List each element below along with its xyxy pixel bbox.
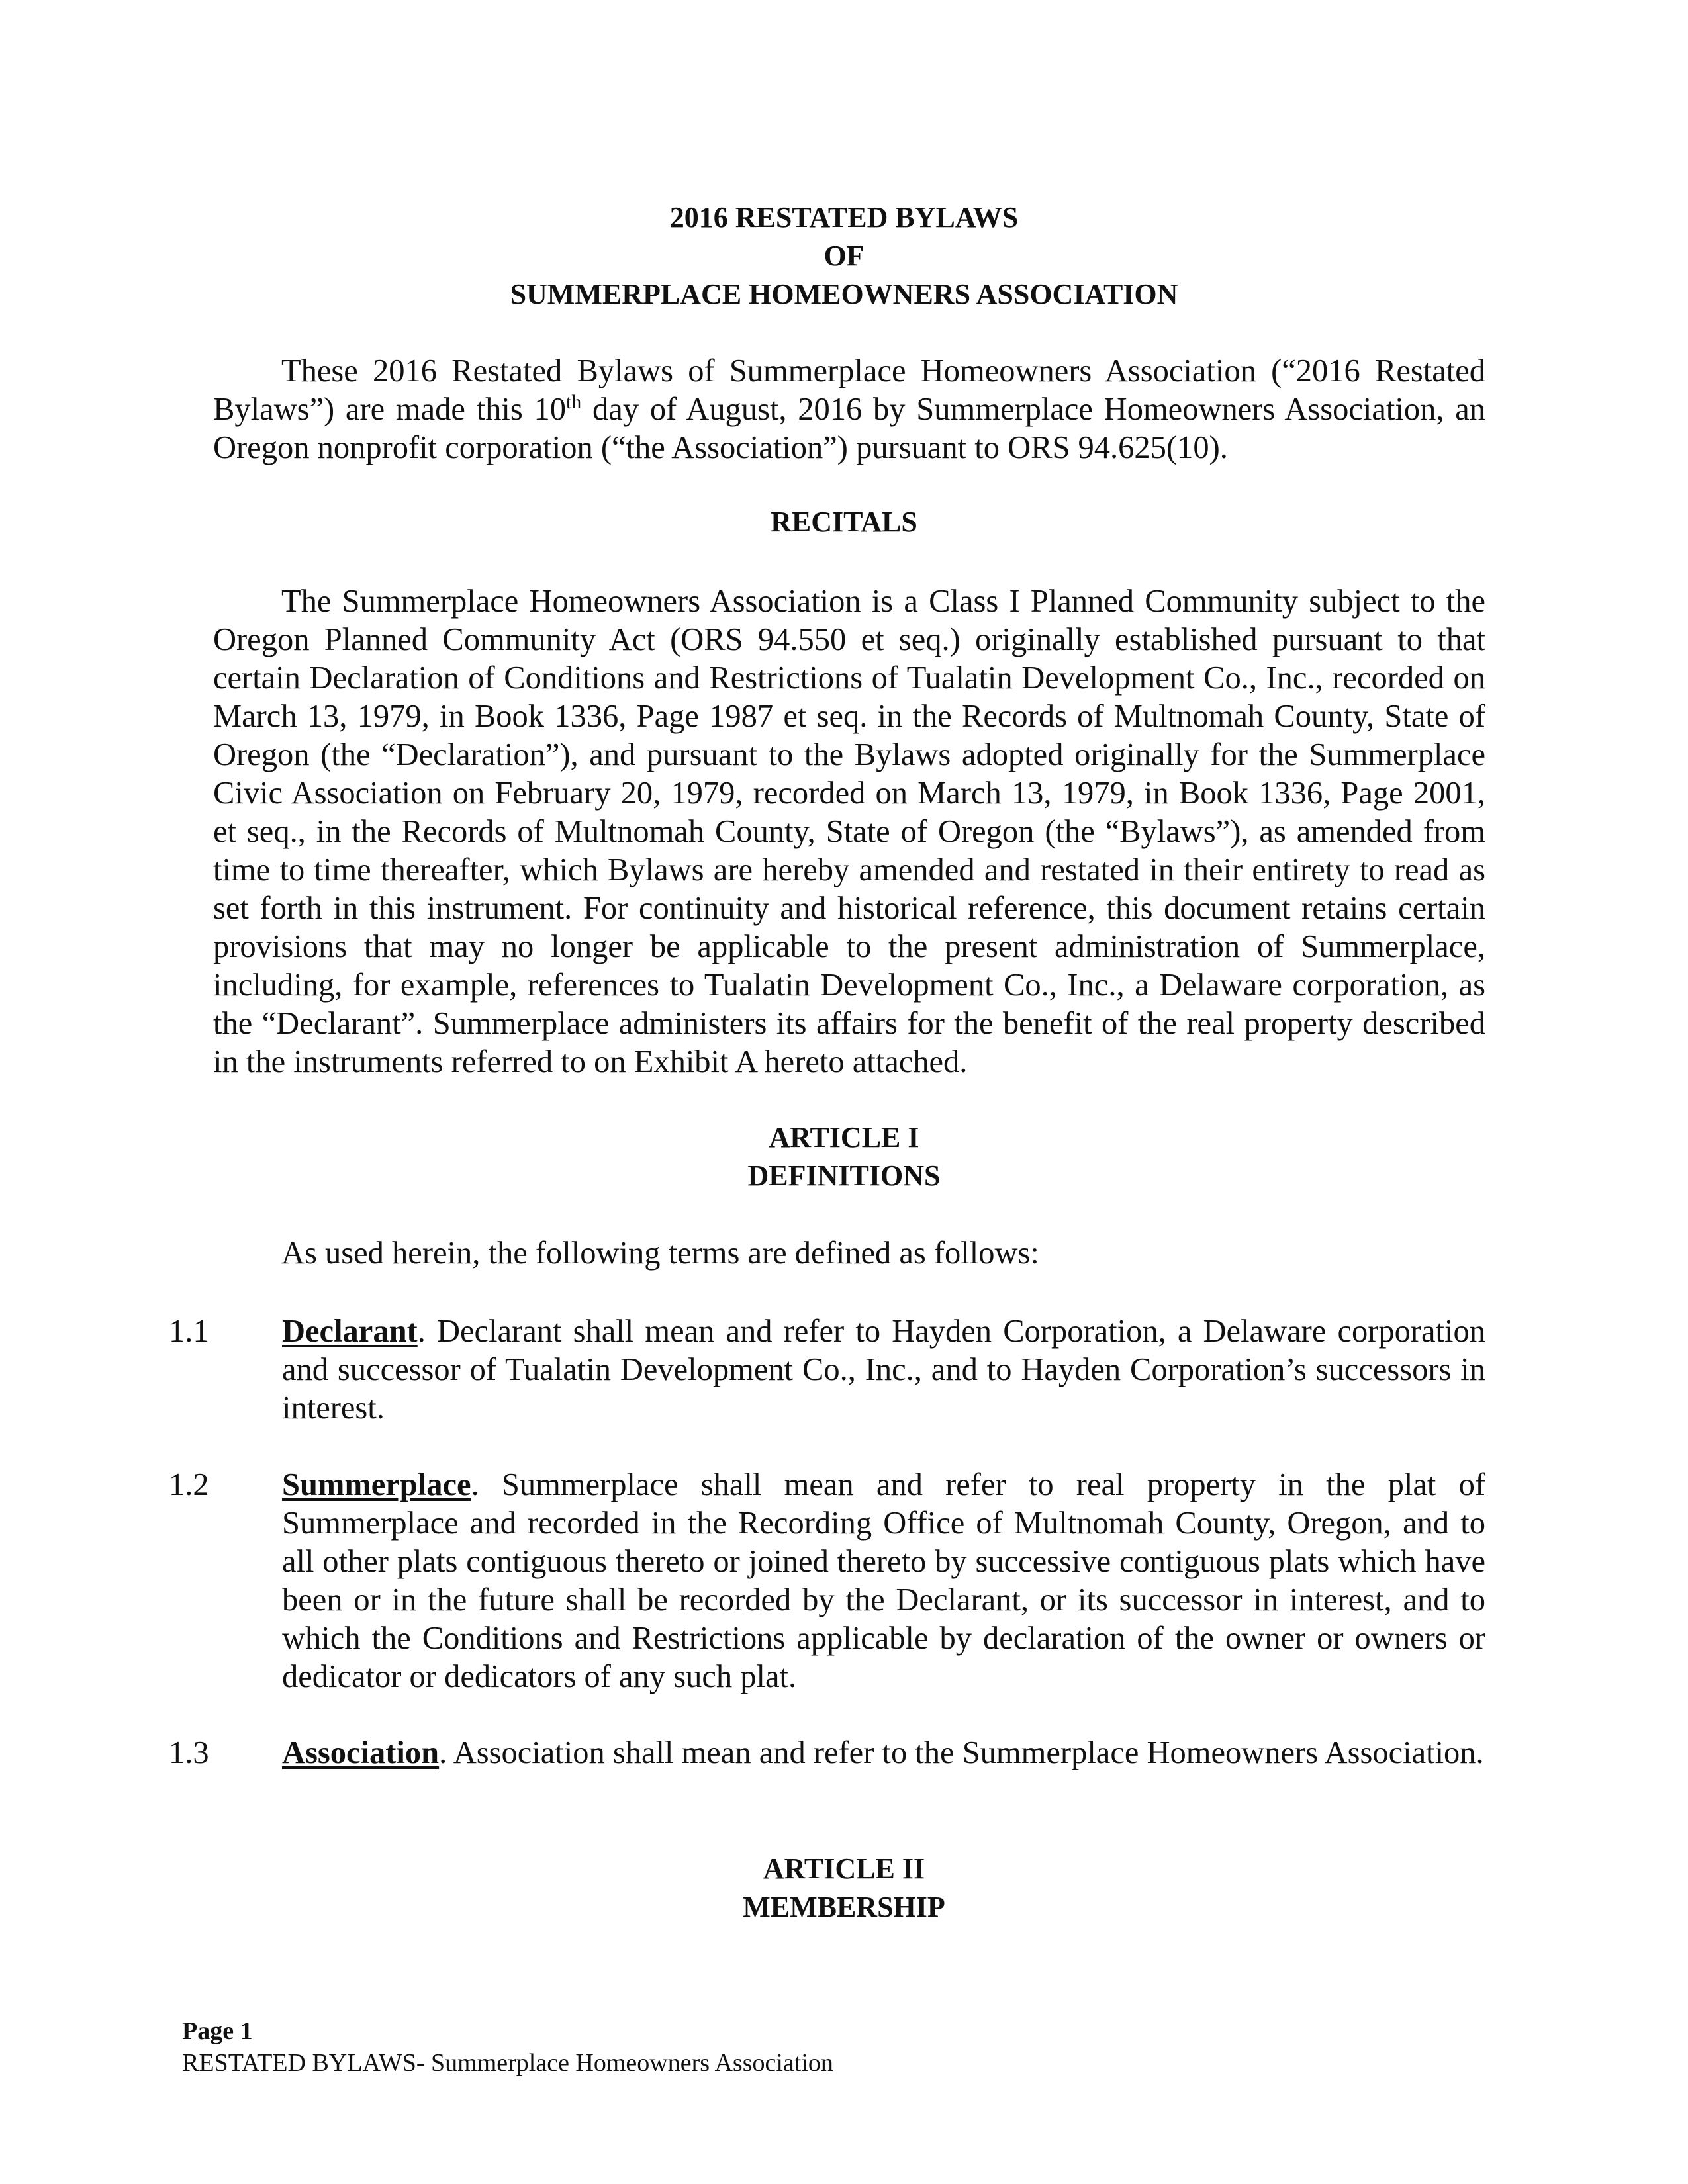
defined-term-association: Association	[282, 1735, 440, 1770]
footer-document-name: RESTATED BYLAWS- Summerplace Homeowners Association	[182, 2049, 833, 2077]
intro-text-end: day of August, 2016 by Summerplace Homeowners Association, an Oregon nonprofit corporation (“the Association”) pursuant to ORS 94.625(10).	[213, 392, 1485, 465]
page-footer	[182, 2015, 833, 2079]
section-text: . Summerplace shall mean and refer to real property in the plat of Summerplace and recorded in the Recording Office of Multnomah County, Oregon, and to all other plats contiguous thereto or joined thereto by successive contiguous plats which have been or in the future shall be recorded by the Declarant, or its successor in interest, and to which the Conditions and Restrictions applicable by declaration of the owner or owners or dedicator or dedicators of any such plat.	[282, 1467, 1485, 1694]
title-line-3: SUMMERPLACE HOMEOWNERS ASSOCIATION	[510, 278, 1178, 310]
defined-term-declarant: Declarant	[282, 1314, 418, 1349]
definitions-lead: As used herein, the following terms are defined as follows:	[281, 1236, 1039, 1271]
section-number: 1.3	[169, 1735, 209, 1770]
article-2-heading	[0, 1850, 1688, 1927]
recitals-paragraph	[213, 582, 1485, 1081]
article-2-label: ARTICLE II	[763, 1852, 925, 1885]
page-number: Page 1	[182, 2017, 253, 2045]
article-1-label: ARTICLE I	[769, 1121, 919, 1154]
section-1-3	[169, 1734, 1485, 1772]
defined-term-summerplace: Summerplace	[282, 1467, 471, 1502]
title-line-1: 2016 RESTATED BYLAWS	[669, 201, 1019, 234]
recitals-heading: RECITALS	[771, 506, 917, 538]
section-number: 1.2	[169, 1467, 209, 1502]
intro-superscript: th	[565, 390, 582, 413]
section-text: . Association shall mean and refer to the Summerplace Homeowners Association.	[439, 1735, 1484, 1770]
intro-text-start: These 2016 Restated Bylaws of Summerplace Homeowners Association (“2016 Restated Bylaws”) are made this 10	[213, 353, 1485, 427]
document-title	[0, 199, 1688, 314]
section-1-2	[169, 1466, 1485, 1696]
intro-paragraph	[213, 352, 1485, 467]
section-text: . Declarant shall mean and refer to Hayden Corporation, a Delaware corporation and successor of Tualatin Development Co., Inc., and to Hayden Corporation’s successors in interest.	[282, 1314, 1485, 1426]
section-number: 1.1	[169, 1314, 209, 1349]
article-1-title: DEFINITIONS	[747, 1160, 941, 1192]
article-1-heading	[0, 1118, 1688, 1195]
recitals-text: The Summerplace Homeowners Association is a Class I Planned Community subject to the Oregon Planned Community Act (ORS 94.550 et seq.) originally established pursuant to that certain Declaration of Conditions and Restrictions of Tualatin Development Co., Inc., recorded on March 13, 1979, in Book 1336, Page 1987 et seq. in the Records of Multnomah County, State of Oregon (the “Declaration”), and pursuant to the Bylaws adopted originally for the Summerplace Civic Association on February 20, 1979, recorded on March 13, 1979, in Book 1336, Page 2001, et seq., in the Records of Multnomah County, State of Oregon (the “Bylaws”), as amended from time to time thereafter, which Bylaws are hereby amended and restated in their entirety to read as set forth in this instrument. For continuity and historical reference, this document retains certain provisions that may no longer be applicable to the present administration of Summerplace, including, for example, references to Tualatin Development Co., Inc., a Delaware corporation, as the “Declarant”. Summerplace administers its affairs for the benefit of the real property described in the instruments referred to on Exhibit A hereto attached.	[213, 584, 1485, 1079]
title-line-2: OF	[823, 240, 865, 272]
article-2-title: MEMBERSHIP	[743, 1891, 945, 1923]
section-1-1	[169, 1312, 1485, 1428]
